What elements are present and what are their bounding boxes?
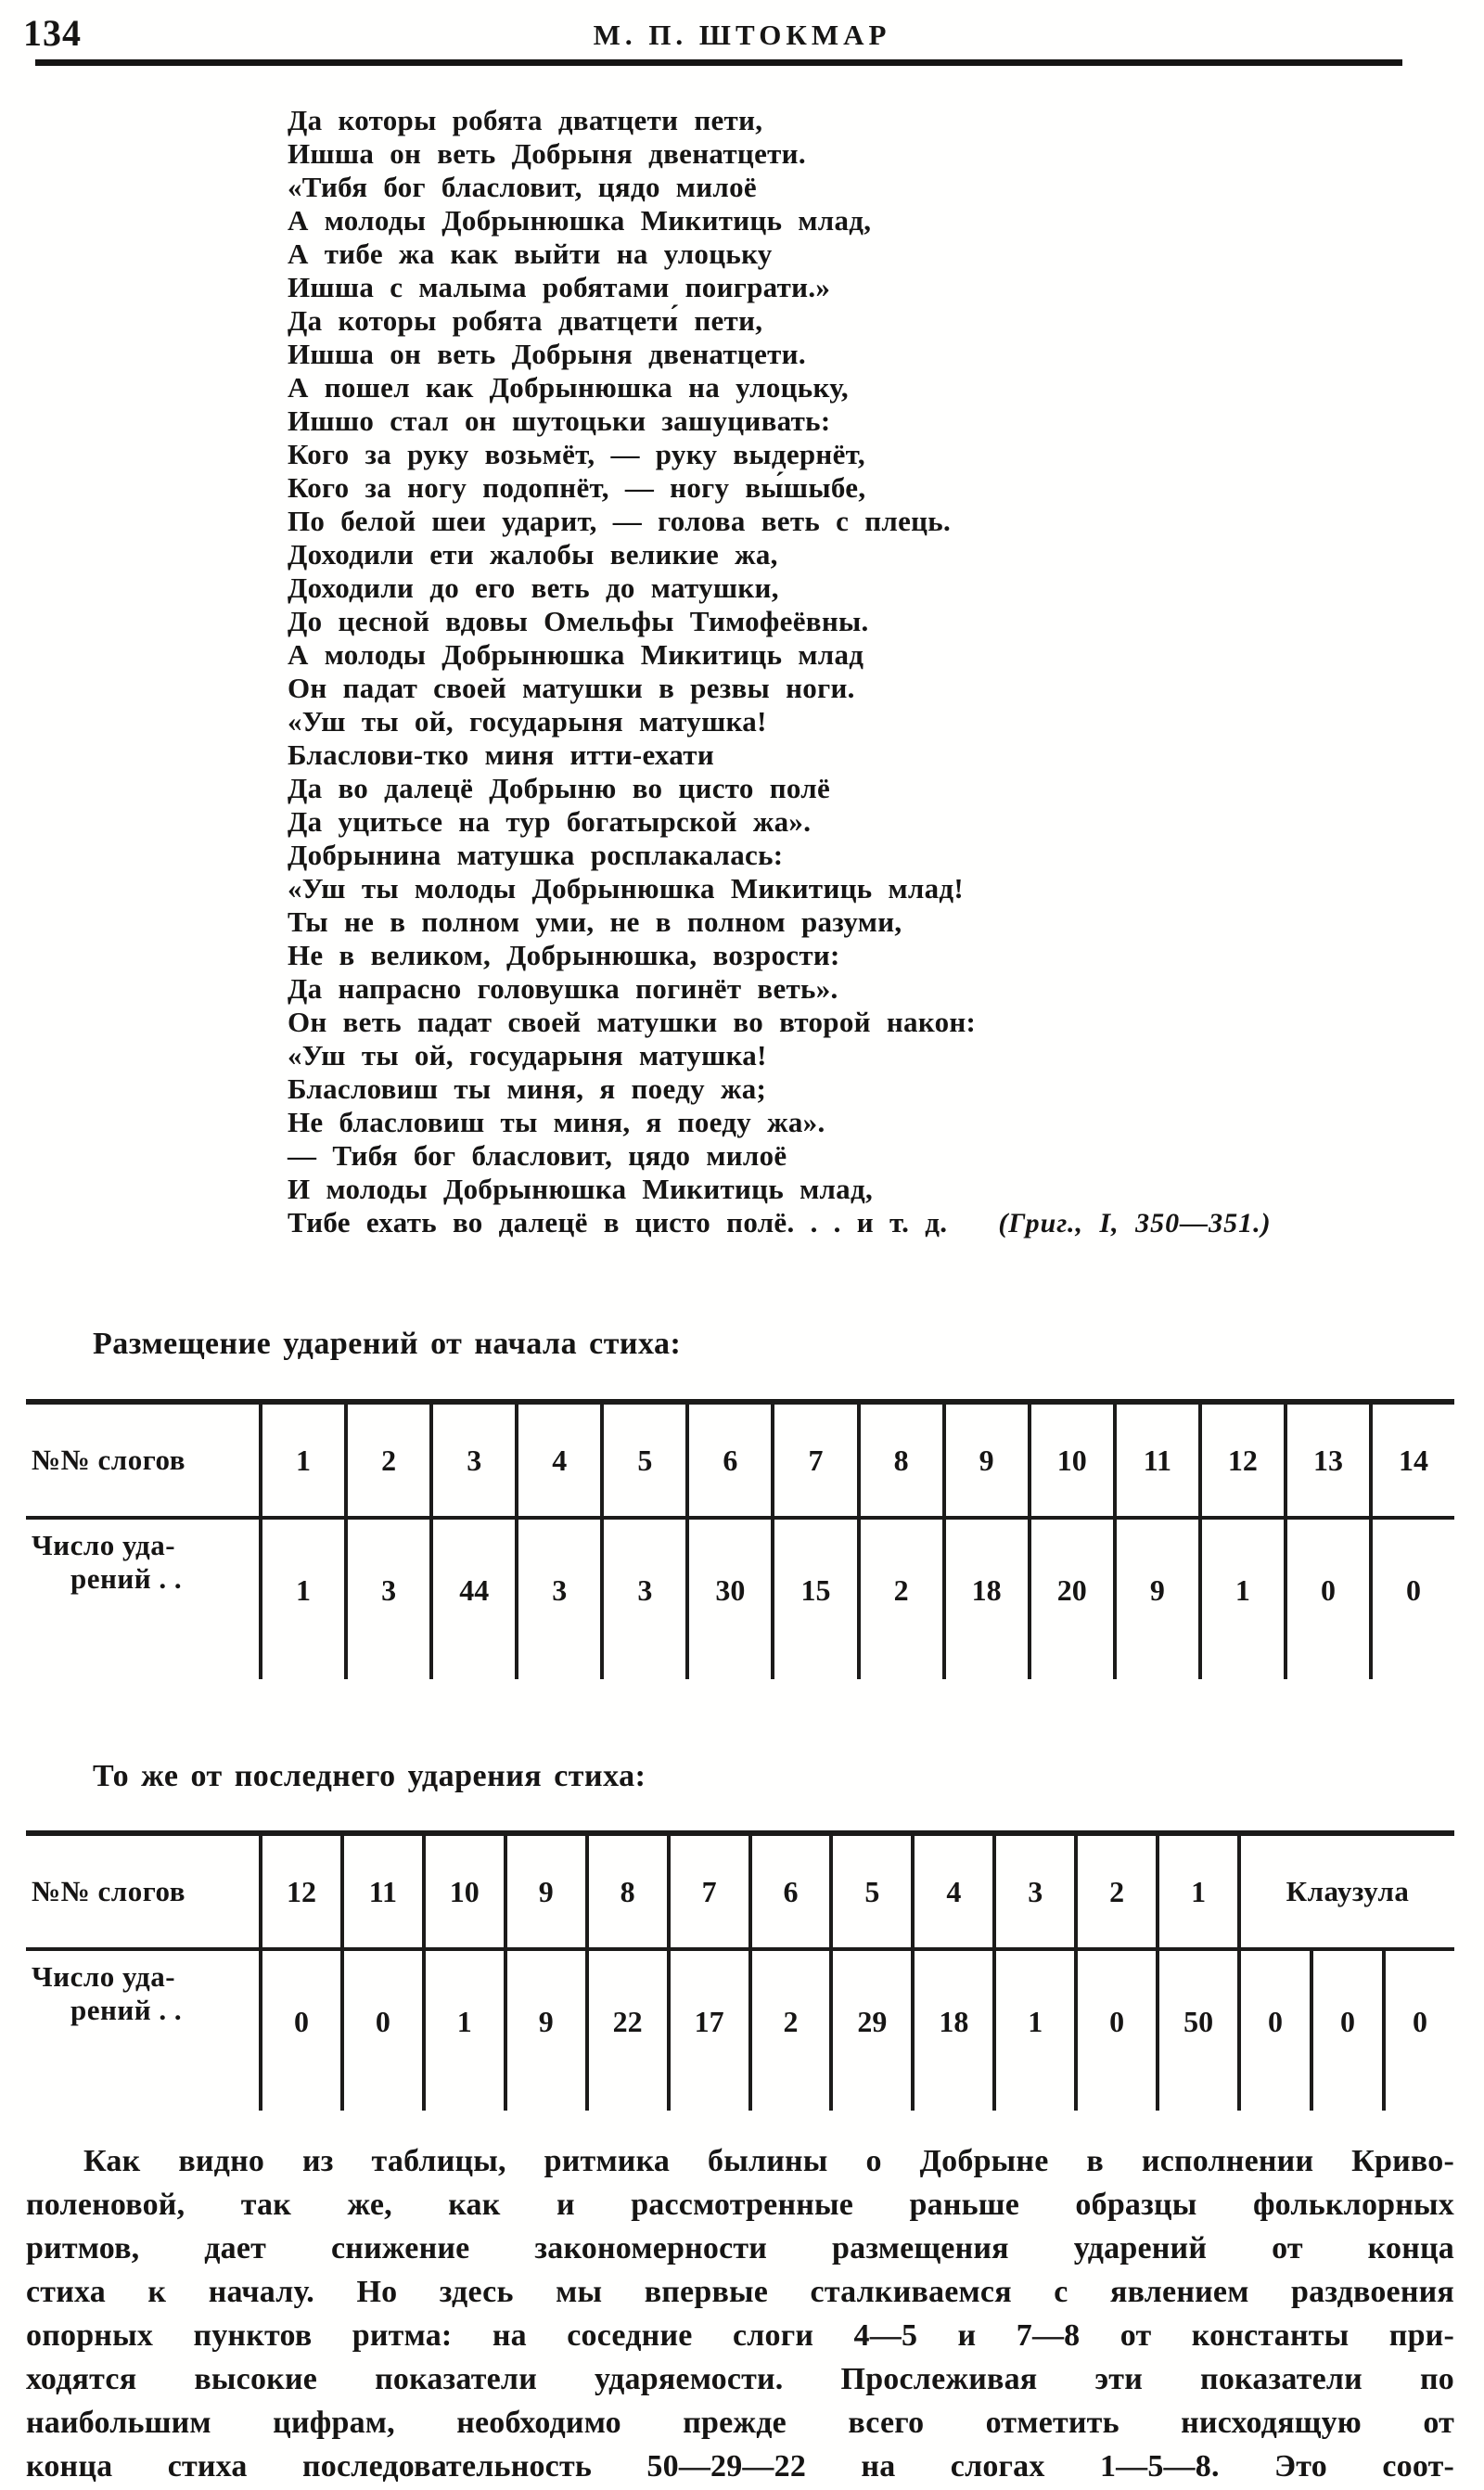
- verse-line: «Тибя бог бласловит, цядо милоё: [288, 171, 757, 203]
- paragraph-line: опорных пунктов ритма: на соседние слоги 4—5 и 7—8 от константы при-: [26, 2318, 1454, 2353]
- syllable-number-cell: 13: [1287, 1405, 1373, 1516]
- syllable-number-cell: 6: [752, 1836, 834, 1947]
- syllable-number-cell: 12: [1202, 1405, 1287, 1516]
- syllable-number-cell: 10: [1031, 1405, 1117, 1516]
- clausula-value-cell: 0: [1241, 1951, 1313, 2111]
- verse-line: Бласлови-тко миня итти-ехати: [288, 738, 714, 771]
- verse-line: Да напрасно головушка погинёт веть».: [288, 972, 838, 1005]
- verse-line: Кого за руку возьмёт, — руку выдернёт,: [288, 438, 865, 470]
- table2-stress-cells: [262, 1951, 1241, 2111]
- syllable-number-cell: 9: [507, 1836, 589, 1947]
- verse-line: Он веть падат своей матушки во второй након:: [288, 1006, 977, 1038]
- stress-count-cell: 18: [915, 1951, 996, 2111]
- stress-count-cell: 2: [861, 1520, 946, 1679]
- verse-line: Да во далецё Добрыню во цисто полё: [288, 772, 831, 804]
- syllable-number-cell: 8: [589, 1836, 671, 1947]
- syllable-number-cell: 11: [1117, 1405, 1202, 1516]
- verse-line: Он падат своей матушки в резвы ноги.: [288, 672, 855, 704]
- paragraph-line: ходятся высокие показатели ударяемости. Прослеживая эти показатели по: [26, 2362, 1454, 2396]
- syllable-number-cell: 3: [433, 1405, 518, 1516]
- stress-count-cell: 1: [1202, 1520, 1287, 1679]
- table1-stress-cells: [262, 1520, 1454, 1679]
- verse-line: Ишша он веть Добрыня двенатцети.: [288, 137, 806, 170]
- syllable-number-cell: 5: [604, 1405, 689, 1516]
- syllable-number-cell: 12: [262, 1836, 344, 1947]
- syllable-number-cell: 4: [915, 1836, 996, 1947]
- verse-line: Да которы робята дватцети́ пети,: [288, 304, 763, 337]
- verse-line: Ишшо стал он шутоцьки зашуцивать:: [288, 404, 831, 437]
- table1-values-label: [26, 1520, 262, 1679]
- stress-count-cell: 17: [671, 1951, 752, 2111]
- verse-lines: [288, 104, 1401, 1206]
- verse-line: И молоды Добрынюшка Микитиць млад,: [288, 1173, 874, 1205]
- stress-table-from-start: [26, 1399, 1454, 1679]
- stress-count-cell: 3: [518, 1520, 604, 1679]
- table1-values-label-line1: Число уда-: [32, 1529, 176, 1561]
- verse-citation: (Григ., I, 350—351.): [998, 1208, 1272, 1239]
- verse-line: Ишша с малыма робятами поиграти.»: [288, 271, 831, 303]
- verse-line: Не бласловиш ты миня, я поеду жа».: [288, 1106, 825, 1138]
- stress-count-cell: 22: [589, 1951, 671, 2111]
- syllable-number-cell: 9: [946, 1405, 1031, 1516]
- stress-count-cell: 0: [1078, 1951, 1159, 2111]
- syllable-number-cell: 3: [996, 1836, 1078, 1947]
- verse-line: Кого за ногу подопнёт, — ногу вы́шыбе,: [288, 471, 866, 504]
- stress-count-cell: 0: [262, 1951, 344, 2111]
- verse-line: Доходили до его веть до матушки,: [288, 571, 779, 604]
- verse-line: Доходили ети жалобы великие жа,: [288, 538, 778, 571]
- stress-count-cell: 29: [833, 1951, 915, 2111]
- page-number: 134: [23, 12, 82, 54]
- verse-line: Бласловиш ты миня, я поеду жа;: [288, 1072, 767, 1105]
- verse-line: Добрынина матушка росплакалась:: [288, 839, 784, 871]
- clausula-header-cell: Клаузула: [1286, 1875, 1410, 1907]
- clausula-value-cells: [1241, 1951, 1454, 2111]
- syllable-number-cell: 2: [348, 1405, 433, 1516]
- table2-syllable-cells: [262, 1836, 1241, 1947]
- table2-values-label-line1: Число уда-: [32, 1960, 176, 1993]
- paragraph-line: поленовой, так же, как и рассмотренные раньше образцы фольклорных: [26, 2188, 1454, 2222]
- syllable-number-cell: 4: [518, 1405, 604, 1516]
- syllable-number-cell: 8: [861, 1405, 946, 1516]
- table1-values-label-line2: рений . .: [70, 1562, 183, 1595]
- syllable-number-cell: 14: [1399, 1443, 1429, 1477]
- paragraph-line: наибольшим цифрам, необходимо прежде всего отметить нисходящую от: [26, 2406, 1454, 2440]
- paragraph-line: стиха к началу. Но здесь мы впервые сталкиваемся с явлением раздвоения: [26, 2275, 1454, 2309]
- verse-line: — Тибя бог бласловит, цядо милоё: [288, 1139, 787, 1172]
- syllable-number-cell: 5: [833, 1836, 915, 1947]
- table2-values-label-line2: рений . .: [70, 1994, 183, 2026]
- verse-line-last: [288, 1206, 1401, 1240]
- table2-header-row: [26, 1836, 1454, 1951]
- header-rule: [35, 59, 1402, 66]
- paragraph-line: конца стиха последовательность 50—29—22 на слогах 1—5—8. Это соот-: [26, 2449, 1454, 2484]
- stress-count-cell: 3: [604, 1520, 689, 1679]
- verse-line: Ишша он веть Добрыня двенатцети.: [288, 338, 806, 370]
- verse-last-text: Тибе ехать во далецё в цисто полё. . . и т. д.: [288, 1206, 948, 1239]
- syllable-number-cell: 6: [689, 1405, 774, 1516]
- syllable-number-cell: 7: [671, 1836, 752, 1947]
- paragraph-line: ритмов, дает снижение закономерности размещения ударений от конца: [26, 2231, 1454, 2265]
- stress-table-from-end: [26, 1830, 1454, 2111]
- table1-syllable-cells: [262, 1405, 1454, 1516]
- table2-values-label: [26, 1951, 262, 2111]
- stress-count-cell: 0: [1287, 1520, 1373, 1679]
- stress-count-cell: 1: [426, 1951, 507, 2111]
- syllable-number-cell: 2: [1078, 1836, 1159, 1947]
- stress-count-cell: 30: [689, 1520, 774, 1679]
- stress-count-cell: 0: [344, 1951, 426, 2111]
- verse-line: «Уш ты молоды Добрынюшка Микитиць млад!: [288, 872, 965, 905]
- table1-header-row: [26, 1405, 1454, 1520]
- stress-count-cell: 44: [433, 1520, 518, 1679]
- verse-line: Да уцитьсе на тур богатырской жа».: [288, 805, 812, 838]
- table2-header-label: №№ слогов: [26, 1836, 262, 1947]
- verse-line: «Уш ты ой, государыня матушка!: [288, 705, 767, 738]
- stress-count-cell: 1: [996, 1951, 1078, 2111]
- stress-count-cell: 3: [348, 1520, 433, 1679]
- stress-count-cell: 9: [507, 1951, 589, 2111]
- running-head: М. П. ШТОКМАР: [593, 19, 891, 51]
- verse-line: Да которы робята дватцети пети,: [288, 104, 763, 136]
- verse-block: [288, 104, 1401, 1240]
- syllable-number-cell: 1: [1159, 1836, 1241, 1947]
- verse-line: По белой шеи ударит, — голова веть с плець.: [288, 505, 952, 537]
- stress-count-cell: 15: [774, 1520, 860, 1679]
- syllable-number-cell: 10: [426, 1836, 507, 1947]
- stress-count-cell: 2: [752, 1951, 834, 2111]
- clausula-value-cell: 0: [1313, 1951, 1386, 2111]
- body-paragraph: [26, 2139, 1454, 2488]
- syllable-number-cell: 7: [774, 1405, 860, 1516]
- clausula-value-cell: 0: [1413, 2005, 1427, 2038]
- stress-count-cell: 20: [1031, 1520, 1117, 1679]
- stress-count-cell: 50: [1159, 1951, 1241, 2111]
- stress-count-cell: 18: [946, 1520, 1031, 1679]
- table1-header-label: №№ слогов: [26, 1405, 262, 1516]
- paragraph-lines: [26, 2139, 1454, 2488]
- table2-heading: То же от последнего ударения стиха:: [93, 1759, 646, 1793]
- syllable-number-cell: 1: [262, 1405, 348, 1516]
- verse-line: А молоды Добрынюшка Микитиць млад,: [288, 204, 872, 237]
- table2-values-row: [26, 1951, 1454, 2111]
- verse-line: А тибе жа как выйти на улоцьку: [288, 237, 773, 270]
- stress-count-cell: 9: [1117, 1520, 1202, 1679]
- stress-count-cell: 1: [262, 1520, 348, 1679]
- verse-line: Ты не в полном уми, не в полном разуми,: [288, 905, 902, 938]
- stress-count-cell: 0: [1406, 1573, 1422, 1607]
- verse-line: «Уш ты ой, государыня матушка!: [288, 1039, 767, 1072]
- verse-line: А пошел как Добрынюшка на улоцьку,: [288, 371, 849, 404]
- syllable-number-cell: 11: [344, 1836, 426, 1947]
- paragraph-line: Как видно из таблицы, ритмика былины о Добрыне в исполнении Криво-: [83, 2144, 1454, 2178]
- table1-values-row: [26, 1520, 1454, 1679]
- table1-heading: Размещение ударений от начала стиха:: [93, 1327, 682, 1361]
- verse-line: Не в великом, Добрынюшка, возрости:: [288, 939, 840, 971]
- verse-line: До цесной вдовы Омельфы Тимофеёвны.: [288, 605, 869, 637]
- verse-line: А молоды Добрынюшка Микитиць млад: [288, 638, 864, 671]
